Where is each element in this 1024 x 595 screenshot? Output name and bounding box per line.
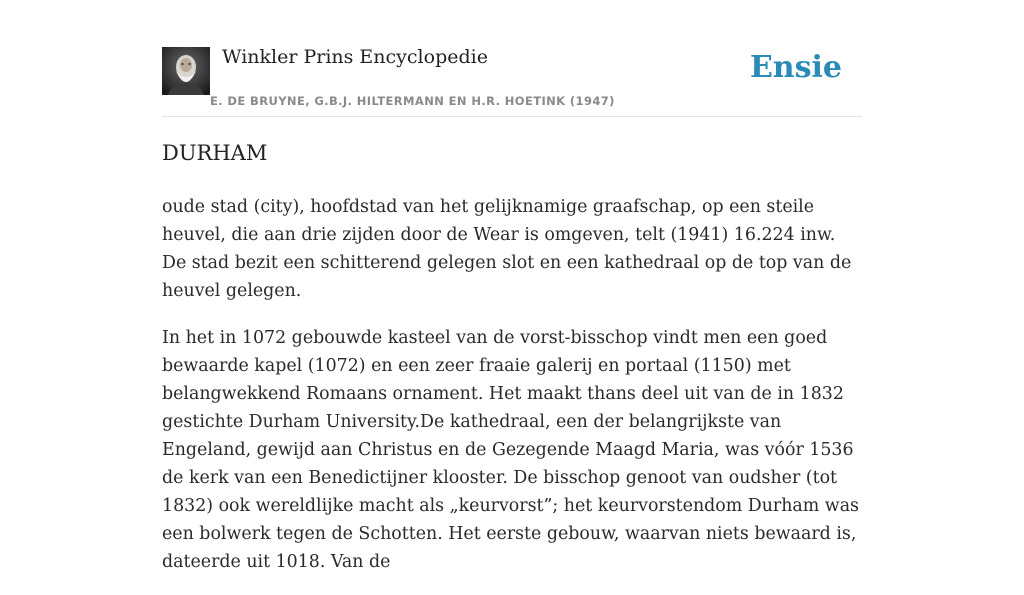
ensie-logo[interactable]: Ensie [749, 50, 842, 85]
entry-body [162, 193, 862, 595]
entry-title: DURHAM [162, 141, 268, 165]
entry-paragraph: In het in 1072 gebouwde kasteel van de vorst-bisschop vindt men een goed bewaarde kapel (1072) en een zeer fraaie galerij en portaal (1150) met belangwekkend Romaans ornament. Het maakt thans deel uit van de in 1832 gestichte Durham University.De kathedraal, een der belangrijkste van Engeland, gewijd aan Christus en de Gezegende Maagd Maria, was vóór 1536 de kerk van een Benedictijner klooster. De bisschop genoot van oudsher (tot 1832) ook wereldlijke macht als „keurvorst”; het keurvorstendom Durham was een bolwerk tegen de Schotten. Het eerste gebouw, waarvan niets bewaard is, dateerde uit 1018. Van de [162, 328, 859, 572]
entry-paragraph: oude stad (city), hoofdstad van het gelijknamige graafschap, op een steile heuvel, die aan drie zijden door de Wear is omgeven, telt (1941) 16.224 inw. De stad bezit een schitterend gelegen slot en een kathedraal op de top van de heuvel gelegen. [162, 197, 852, 301]
book-title[interactable]: Winkler Prins Encyclopedie [222, 46, 488, 68]
book-authors: E. DE BRUYNE, G.B.J. HILTERMANN EN H.R. HOETINK (1947) [210, 94, 615, 108]
portrait-icon [162, 47, 210, 95]
source-header [162, 46, 862, 117]
author-avatar[interactable] [162, 47, 210, 95]
